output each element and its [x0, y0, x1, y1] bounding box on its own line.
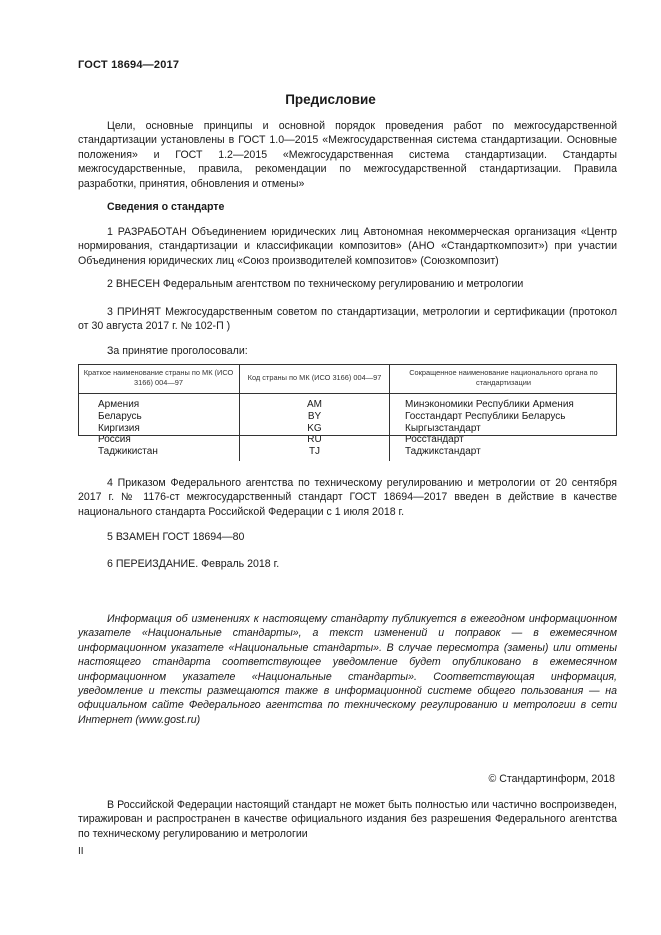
cell-body: Кыргызстандарт [405, 422, 481, 434]
changes-info-notice: Информация об изменениях к настоящему стандарту публикуется в ежегодном информационном указателе «Национальные стандарты», а текст изменений и поправок — в ежемесячном информационном указателе «Национальные стандарты». В случае пересмотра (замены) или отмены настоящего стандарта соответствующее уведомление будет опубликовано в ежемесячном информационном указателе «Национальные стандарты». Соответствующая информация, уведомление и тексты размещаются также в информационной системе общего пользования — на официальном сайте Федерального агентства по техническому регулированию и метрологии в сети Интернет (www.gost.ru) [78, 613, 617, 726]
cell-body: Таджикстандарт [405, 446, 481, 458]
item-replaces: 5 ВЗАМЕН ГОСТ 18694—80 [107, 531, 245, 543]
cell-country: Россия [78, 434, 240, 446]
table-row [78, 394, 617, 411]
intro-paragraph: Цели, основные принципы и основной порядок проведения работ по межгосударственной стандартизации установлены в ГОСТ 1.0—2015 «Межгосударственная система стандартизации. Основные положения» и ГОСТ 1.2—2015 «Межгосударственная система стандартизации. Стандарты межгосударственные, правила, рекомендации по межгосударственной стандартизации. Правила разработки, принятия, обновления и отмены» [78, 120, 617, 190]
voted-label: За принятие проголосовали: [107, 345, 248, 357]
cell-code: KG [240, 423, 390, 435]
cell-code: AM [240, 394, 390, 411]
cell-country: Киргизия [78, 423, 240, 435]
table-row [78, 411, 617, 423]
table-row [78, 423, 617, 435]
column-header-country: Краткое наименование страны по МК (ИСО 3166) 004—97 [78, 364, 240, 394]
info-heading: Сведения о стандарте [107, 201, 225, 213]
item-developed: 1 РАЗРАБОТАН Объединением юридических лиц Автономная некоммерческая организация «Центр нормирования, стандартизации и классификации композитов» (АНО «Стандарткомпозит») при участии Объединения юридических лиц «Союз производителей композитов» (Союзкомпозит) [78, 226, 617, 267]
table-row [78, 446, 617, 461]
legal-notice: В Российской Федерации настоящий стандарт не может быть полностью или частично воспроизведен, тиражирован и распространен в качестве официального издания без разрешения Федерального агентства по техническому регулированию и метрологии [78, 799, 617, 840]
column-header-code: Код страны по МК (ИСО 3166) 004—97 [240, 364, 390, 394]
cell-country: Таджикистан [78, 446, 240, 461]
page-number: II [78, 846, 84, 857]
table-row [78, 434, 617, 446]
cell-code: TJ [240, 446, 390, 461]
cell-body: Росстандарт [405, 434, 464, 446]
cell-code: BY [240, 411, 390, 423]
votes-table [78, 364, 617, 461]
item-reissue: 6 ПЕРЕИЗДАНИЕ. Февраль 2018 г. [107, 558, 280, 570]
item-adopted: 3 ПРИНЯТ Межгосударственным советом по стандартизации, метрологии и сертификации (протокол от 30 августа 2017 г. № 102-П ) [78, 306, 617, 333]
item-introduced: 2 ВНЕСЕН Федеральным агентством по техническому регулированию и метрологии [107, 278, 524, 290]
document-code-header: ГОСТ 18694—2017 [78, 59, 180, 71]
column-header-body: Сокращенное наименование национального органа по стандартизации [390, 364, 618, 394]
cell-body: Минэкономики Республики Армения [405, 399, 574, 410]
copyright-line: © Стандартинформ, 2018 [488, 773, 615, 785]
cell-code: RU [240, 434, 390, 446]
cell-country: Армения [78, 394, 240, 411]
votes-table-header [78, 364, 617, 394]
item-order: 4 Приказом Федерального агентства по техническому регулированию и метрологии от 20 сентября 2017 г. № 1176-ст межгосударственный стандарт ГОСТ 18694—2017 введен в действие в качестве национального стандарта Российской Федерации с 1 июля 2018 г. [78, 477, 617, 518]
cell-body: Госстандарт Республики Беларусь [405, 410, 566, 422]
cell-country: Беларусь [78, 411, 240, 423]
section-title: Предисловие [285, 92, 376, 107]
